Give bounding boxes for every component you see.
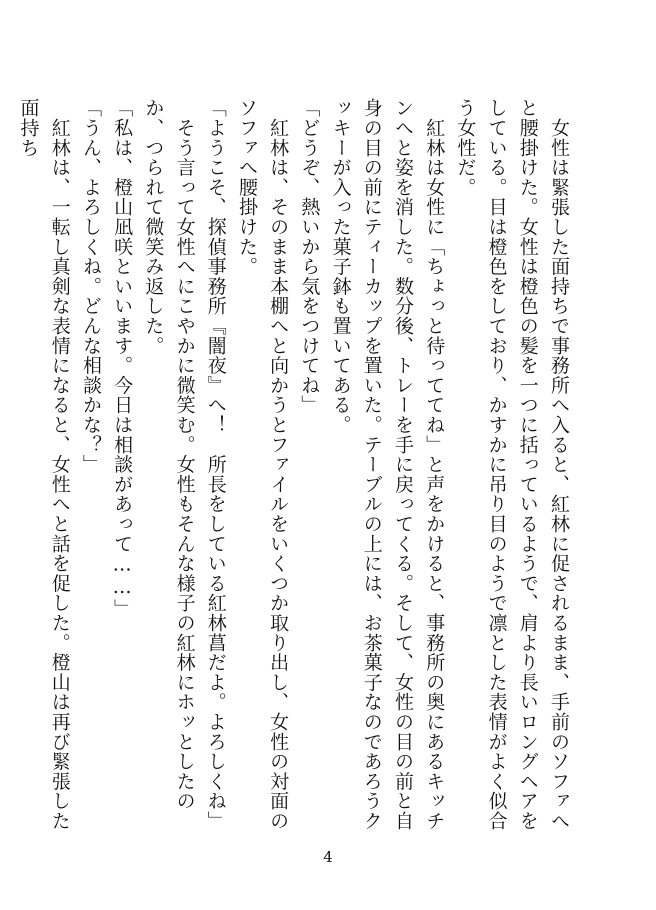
page-number: 4 bbox=[323, 848, 333, 866]
paragraph: そう言って女性へにこやかに微笑む。女性もそんな様子の紅林にホッとしたのか、つられて微笑み返した。 bbox=[142, 98, 196, 811]
paragraph: 紅林は、そのまま本棚へと向かうとファイルをいくつか取り出し、女性の対面のソファへ腰掛けた。 bbox=[235, 98, 290, 831]
dialogue-line: 「私は、橙山凪咲といいます。今日は相談があって……」 bbox=[111, 98, 134, 619]
dialogue-line: 「ようこそ、探偵事務所『闇夜』へ！ 所長をしている紅林菖だよ。よろしくね」 bbox=[204, 98, 227, 831]
dialogue-line: 「どうぞ、熱いから気をつけてね」 bbox=[298, 98, 321, 415]
dialogue-line: 「うん、よろしくね。どんな相談かな？」 bbox=[79, 98, 102, 475]
vertical-text-body bbox=[17, 98, 574, 838]
paragraph: 紅林は、一転し真剣な表情になると、女性へと話を促した。橙山は再び緊張した面持ち bbox=[17, 98, 71, 831]
paragraph: 女性は緊張した面持ちで事務所へ入ると、紅林に促されるまま、手前のソファへと腰掛けた。女性は橙色の髪を一つに括っているようで、肩より長いロングヘアをしている。目は橙色をしており、かすかに吊り目のようで凛とした表情がよく似合う女性だ。 bbox=[454, 98, 570, 831]
paragraph: 紅林は女性に「ちょっと待っててね」と声をかけると、事務所の奥にあるキッチンへと姿を消した。数分後、トレーを手に戻ってくる。そして、女性の目の前と自身の目の前にティーカップを置いた。テーブルの上には、お茶菓子なのであろうクッキーが入った菓子鉢も置いてある。 bbox=[329, 98, 446, 831]
